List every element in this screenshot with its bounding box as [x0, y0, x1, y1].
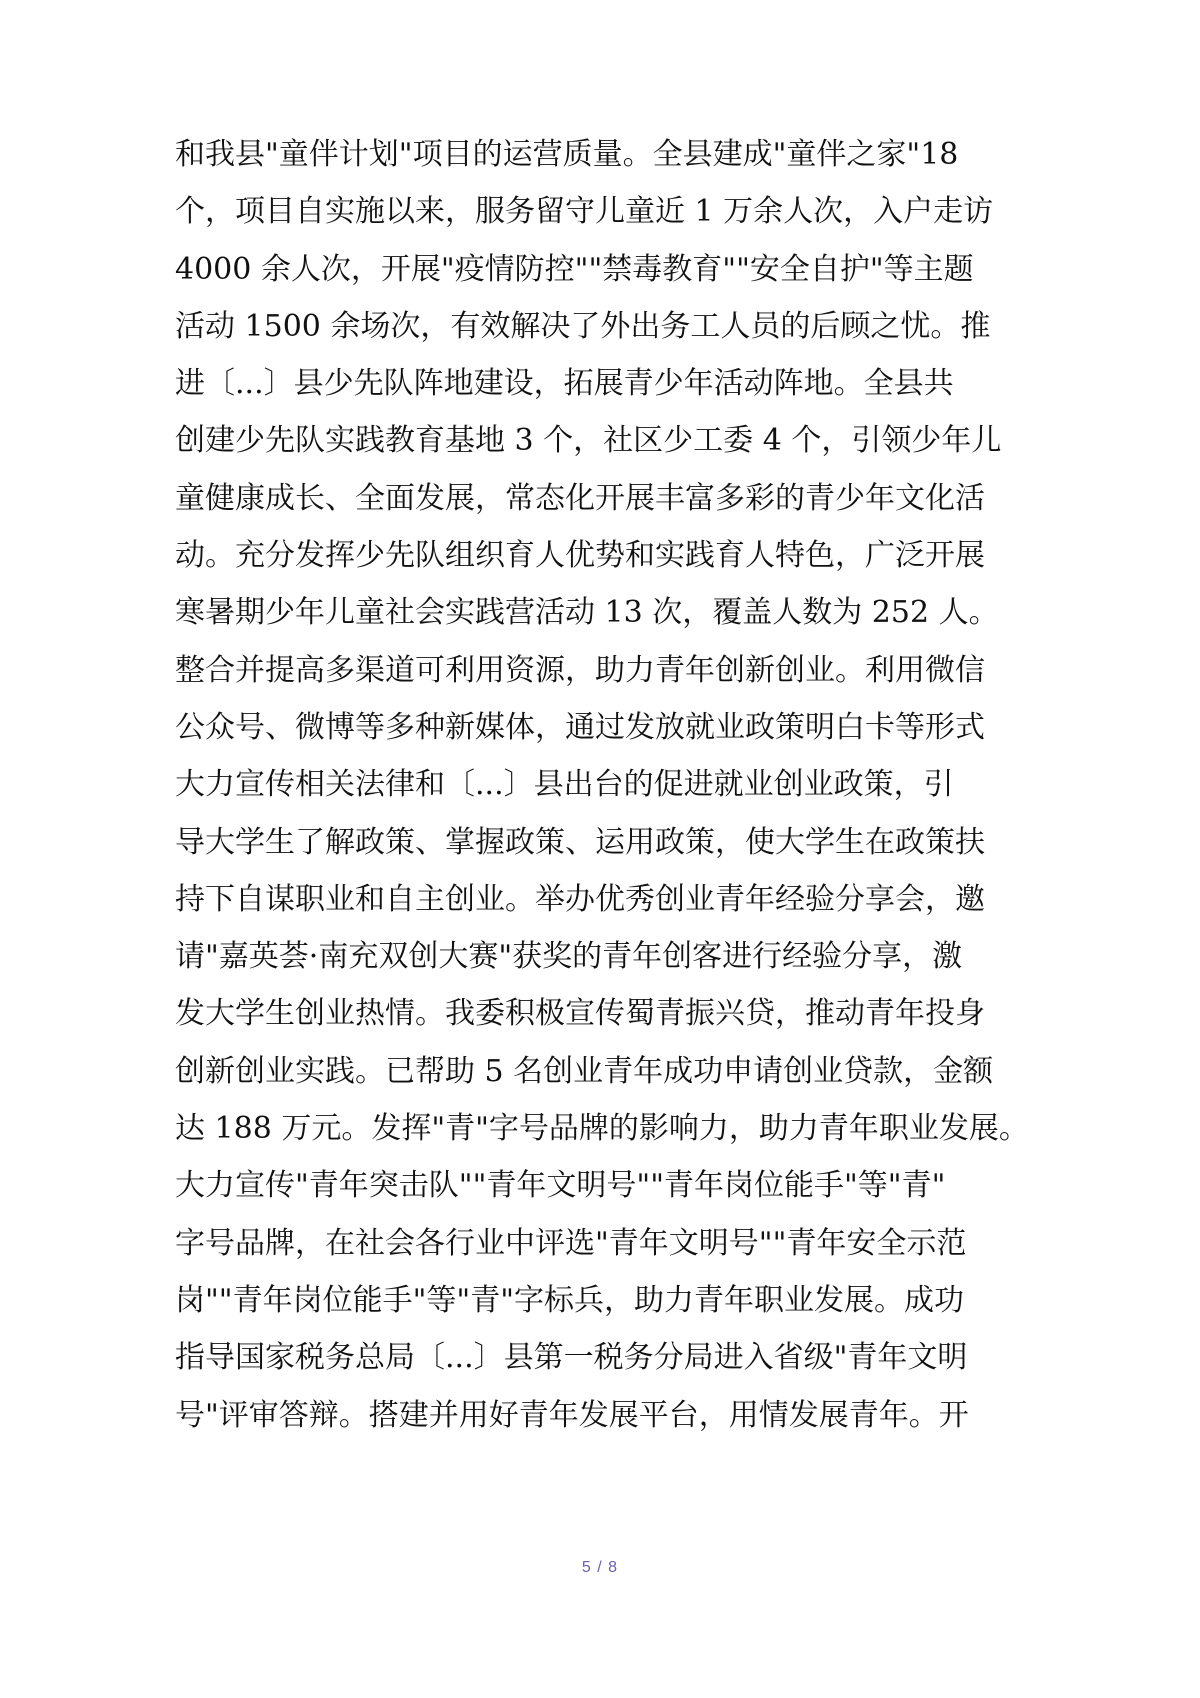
page-number: 5 / 8: [581, 1559, 619, 1576]
text-line: 请"嘉英荟·南充双创大赛"获奖的青年创客进行经验分享，激: [175, 939, 963, 975]
text-line: 和我县"童伴计划"项目的运营质量。全县建成"童伴之家"18: [175, 137, 959, 172]
text-line: 大力宣传相关法律和〔...〕县出台的促进就业创业政策，引: [175, 767, 954, 803]
text-line: 指导国家税务总局〔...〕县第一税务分局进入省级"青年文明: [175, 1340, 968, 1376]
text-line: 岗""青年岗位能手"等"青"字标兵，助力青年职业发展。成功: [175, 1282, 964, 1318]
text-line: 导大学生了解政策、掌握政策、运用政策，使大学生在政策扶: [175, 824, 985, 860]
text-line: 发大学生创业热情。我委积极宣传蜀青振兴贷，推动青年投身: [175, 996, 985, 1032]
text-line: 4000 余人次，开展"疫情防控""禁毒教育""安全自护"等主题: [175, 251, 974, 287]
text-line: 达 188 万元。发挥"青"字号品牌的影响力，助力青年职业发展。: [175, 1111, 1029, 1147]
body-text: [175, 126, 1035, 1444]
text-line: 大力宣传"青年突击队""青年文明号""青年岗位能手"等"青": [175, 1168, 946, 1204]
text-line: 创建少先队实践教育基地 3 个，社区少工委 4 个，引领少年儿: [175, 423, 1002, 459]
text-line: 持下自谋职业和自主创业。举办优秀创业青年经验分享会，邀: [175, 881, 985, 917]
text-line: 字号品牌，在社会各行业中评选"青年文明号""青年安全示范: [175, 1225, 967, 1261]
text-line: 号"评审答辩。搭建并用好青年发展平台，用情发展青年。开: [175, 1397, 969, 1433]
text-line: 动。充分发挥少先队组织育人优势和实践育人特色，广泛开展: [175, 538, 985, 574]
text-line: 童健康成长、全面发展，常态化开展丰富多彩的青少年文化活: [175, 480, 985, 516]
text-line: 寒暑期少年儿童社会实践营活动 13 次，覆盖人数为 252 人。: [175, 595, 999, 631]
text-line: 公众号、微博等多种新媒体，通过发放就业政策明白卡等形式: [175, 709, 985, 745]
text-line: 创新创业实践。已帮助 5 名创业青年成功申请创业贷款，金额: [175, 1053, 994, 1089]
text-line: 个，项目自实施以来，服务留守儿童近 1 万余人次，入户走访: [175, 194, 994, 230]
text-line: 整合并提高多渠道可利用资源，助力青年创新创业。利用微信: [175, 652, 985, 688]
text-line: 活动 1500 余场次，有效解决了外出务工人员的后顾之忧。推: [175, 308, 991, 344]
text-line: 进〔...〕县少先队阵地建设，拓展青少年活动阵地。全县共: [175, 366, 954, 402]
